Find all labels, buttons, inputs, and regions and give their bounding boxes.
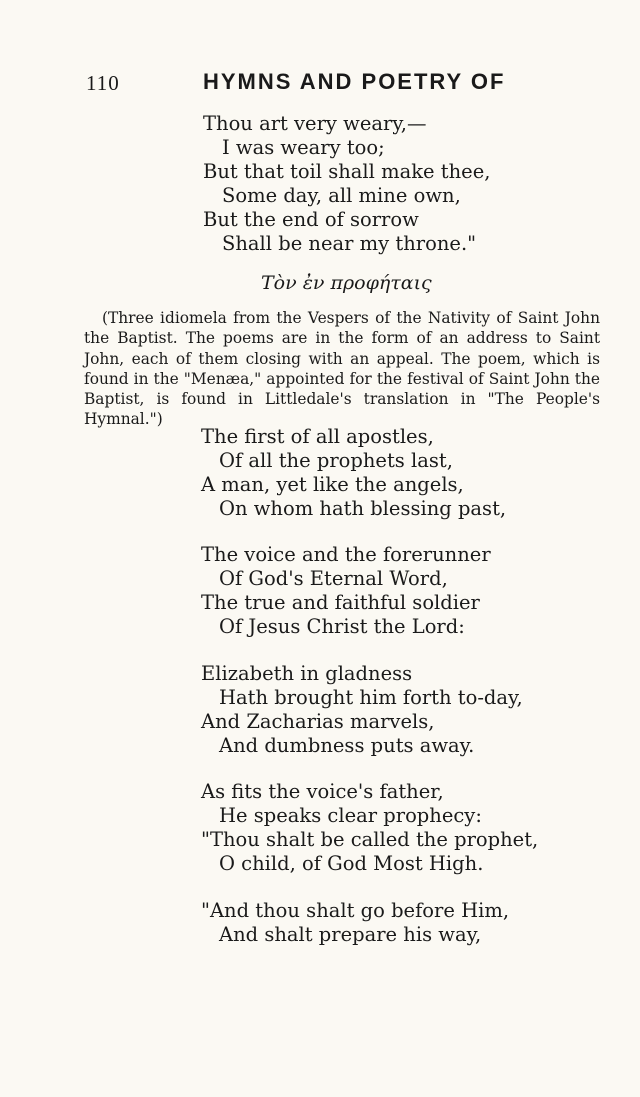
intro-paragraph: (Three idiomela from the Vespers of the Nativity of Saint John the Baptist. The poems are in the form of an address to Saint John, each of them closing with an appeal. The poem, which is found in the "Menæa," appointed for the festival of Saint John the Baptist, is found in Littledale's translation in "The People's Hymnal.") <box>84 309 600 429</box>
verse-line: The true and faithful soldier <box>201 591 480 614</box>
verse-line: The voice and the forerunner <box>201 543 491 566</box>
verse-line: And Zacharias marvels, <box>201 710 435 733</box>
verse-line: Elizabeth in gladness <box>201 662 413 685</box>
verse-line: A man, yet like the angels, <box>201 473 464 496</box>
verse-line: As fits the voice's father, <box>201 780 444 803</box>
verse-line: On whom hath blessing past, <box>219 497 507 520</box>
verse-line: He speaks clear prophecy: <box>219 804 482 827</box>
verse-line: Of God's Eternal Word, <box>219 567 448 590</box>
page-number: 110 <box>86 71 120 95</box>
verse-line: Shall be near my throne." <box>222 232 477 255</box>
verse-line: Of all the prophets last, <box>219 449 453 472</box>
verse-line: But the end of sorrow <box>203 208 419 231</box>
verse-line: I was weary too; <box>222 136 385 159</box>
verse-line: The first of all apostles, <box>201 425 434 448</box>
verse-line: And dumbness puts away. <box>219 734 475 757</box>
verse-line: Thou art very weary,— <box>203 112 427 135</box>
verse-line: And shalt prepare his way, <box>219 923 482 946</box>
verse-line: But that toil shall make thee, <box>203 160 491 183</box>
verse-line: O child, of God Most High. <box>219 852 484 875</box>
verse-line: Of Jesus Christ the Lord: <box>219 615 465 638</box>
verse-line: "Thou shalt be called the prophet, <box>201 828 539 851</box>
section-title: Τὸν ἐν προφήταις <box>261 272 432 294</box>
running-title: HYMNS AND POETRY OF <box>203 69 506 94</box>
verse-line: "And thou shalt go before Him, <box>201 899 510 922</box>
section-intro <box>84 308 600 430</box>
verse-line: Hath brought him forth to-day, <box>219 686 523 709</box>
verse-line: Some day, all mine own, <box>222 184 461 207</box>
